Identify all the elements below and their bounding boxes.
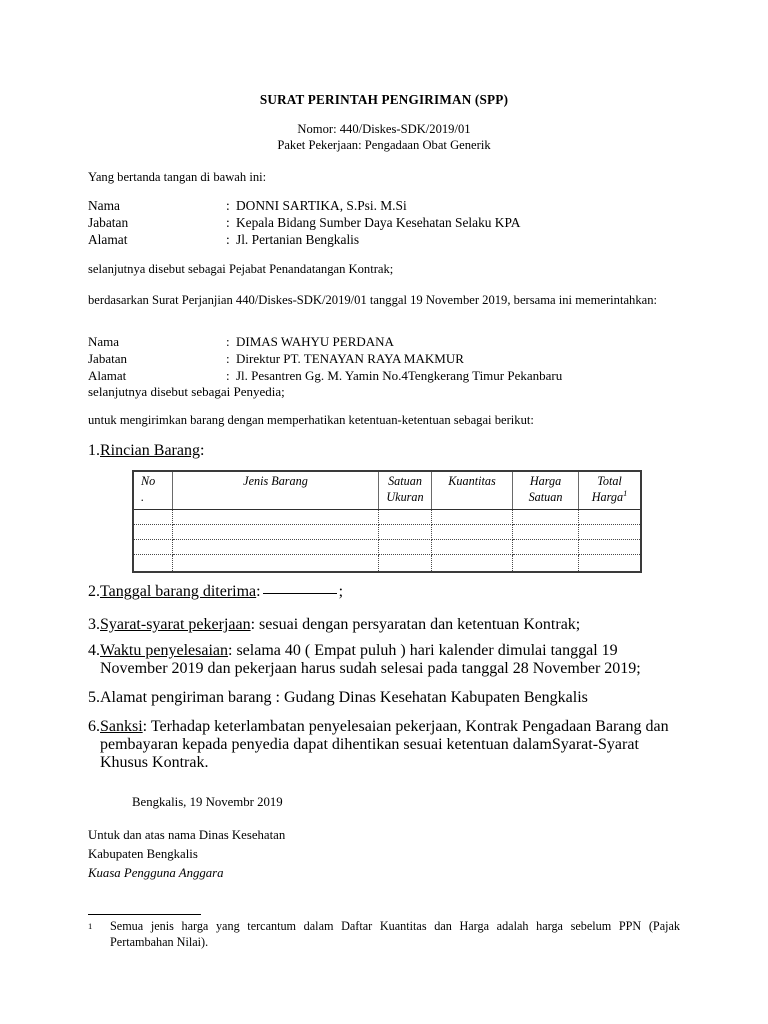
list-item-number: 6. <box>88 718 100 735</box>
table-header-no <box>133 471 173 510</box>
list-item-number: 4. <box>88 642 100 659</box>
list-item-heading: Syarat-syarat pekerjaan <box>100 616 251 633</box>
table-header-harga-label: Harga <box>529 474 562 488</box>
table-header-harga2-text: Harga <box>591 489 624 504</box>
list-item <box>88 616 680 634</box>
table-header-no-label: No <box>141 474 156 488</box>
table-cell[interactable] <box>133 525 173 540</box>
table-cell[interactable] <box>432 525 513 540</box>
list-item-tail: : Terhadap keterlambatan penyelesaian pekerjaan, Kontrak Pengadaan Barang dan pembayaran kepada penyedia dapat dihentikan sesuai ketentuan dalamSyarat-Syarat Khusus Kontrak. <box>100 718 669 771</box>
provider-label-jabatan: Jabatan <box>88 350 127 366</box>
provider-value-alamat: Jl. Pesantren Gg. M. Yamin No.4Tengkerang Timur Pekanbaru <box>236 367 563 383</box>
list-item-body <box>100 616 580 634</box>
table-cell[interactable] <box>173 510 379 525</box>
provider-sep-nama: : <box>226 334 230 349</box>
place-and-date: Bengkalis, 19 Novembr 2019 <box>132 795 283 809</box>
list-item-heading: Waktu penyelesaian <box>100 642 228 659</box>
table-cell[interactable] <box>432 510 513 525</box>
list-item-heading: Tanggal barang diterima <box>100 583 257 600</box>
basis-paragraph: berdasarkan Surat Perjanjian 440/Diskes-SDK/2019/01 tanggal 19 November 2019, bersama ini memerintahkan: <box>88 293 658 307</box>
table-cell[interactable] <box>379 555 432 573</box>
list-item-body <box>100 689 588 707</box>
table-row <box>133 540 641 555</box>
footnote <box>88 918 680 951</box>
document-subtitle-block <box>88 121 680 154</box>
table-cell[interactable] <box>579 540 642 555</box>
list-item-heading: Alamat pengiriman barang <box>100 689 272 706</box>
table-cell[interactable] <box>432 540 513 555</box>
table-row <box>133 525 641 540</box>
table-header-row <box>133 471 641 510</box>
table-header-jenis-barang-label: Jenis Barang <box>243 474 308 488</box>
table-header-satuan-ukuran <box>379 471 432 510</box>
date-blank-field[interactable] <box>263 593 337 594</box>
table-cell[interactable] <box>579 525 642 540</box>
table-header-no-label2: . <box>141 489 145 504</box>
closing-block <box>88 826 285 883</box>
list-item-tail: : selama 40 ( Empat puluh ) hari kalender dimulai tanggal 19 November 2019 dan pekerjaan harus sudah selesai pada tanggal 28 November 2019; <box>100 642 641 677</box>
table-cell[interactable] <box>379 540 432 555</box>
table-header-harga-satuan <box>513 471 579 510</box>
list-item-number: 3. <box>88 616 100 633</box>
provider-role-paragraph: selanjutnya disebut sebagai Penyedia; <box>88 384 285 400</box>
list-item-body <box>100 442 204 460</box>
intro-paragraph: Yang bertanda tangan di bawah ini: <box>88 170 267 184</box>
table-cell[interactable] <box>379 510 432 525</box>
signatory-sep-alamat: : <box>226 232 230 248</box>
provider-sep-jabatan: : <box>226 350 230 366</box>
list-item <box>88 642 680 678</box>
table-cell[interactable] <box>379 525 432 540</box>
signatory-row-jabatan <box>88 214 680 231</box>
list-item-heading: Rincian Barang <box>100 442 200 459</box>
list-item-number: 5. <box>88 689 100 706</box>
list-item-body <box>100 642 680 678</box>
closing-line-3-role: Kuasa Pengguna Anggara <box>88 866 224 880</box>
instruction-paragraph: untuk mengirimkan barang dengan memperhatikan ketentuan-ketentuan sebagai berikut: <box>88 413 534 427</box>
list-item-number: 2. <box>88 583 100 600</box>
footnote-separator-rule <box>88 914 201 915</box>
document-package: Paket Pekerjaan: Pengadaan Obat Generik <box>277 138 491 153</box>
signatory-label-alamat: Alamat <box>88 232 128 248</box>
list-item <box>88 689 680 707</box>
table-cell[interactable] <box>133 540 173 555</box>
table-cell[interactable] <box>173 555 379 573</box>
list-item <box>88 583 680 601</box>
list-item-tail: : <box>199 442 205 459</box>
footnote-mark: 1 <box>88 921 93 931</box>
signatory-label-nama: Nama <box>88 198 120 213</box>
footnote-text: Semua jenis harga yang tercantum dalam Daftar Kuantitas dan Harga adalah harga sebelum PPN (Pajak Pertambahan Nilai). <box>110 919 680 950</box>
list-item-tail: : <box>256 583 261 600</box>
provider-row-nama <box>88 334 680 351</box>
list-item-tail: : Gudang Dinas Kesehatan Kabupaten Bengkalis <box>271 689 588 706</box>
list-item <box>88 442 680 460</box>
table-header-satuan-label: Satuan <box>388 474 422 488</box>
table-header-kuantitas-label: Kuantitas <box>448 474 496 488</box>
signatory-value-nama: DONNI SARTIKA, S.Psi. M.Si <box>236 198 407 213</box>
table-cell[interactable] <box>133 510 173 525</box>
list-item-body <box>100 583 343 601</box>
document-number: Nomor: 440/Diskes-SDK/2019/01 <box>297 122 471 136</box>
provider-sep-alamat: : <box>226 367 230 383</box>
table-cell[interactable] <box>173 540 379 555</box>
table-header-harga2-label <box>579 490 640 506</box>
table-cell[interactable] <box>513 510 579 525</box>
signatory-row-nama <box>88 197 680 214</box>
signatory-sep-jabatan: : <box>226 215 230 231</box>
signatory-row-alamat <box>88 231 680 248</box>
page-title: SURAT PERINTAH PENGIRIMAN (SPP) <box>259 92 509 107</box>
table-header-satuan2-label: Satuan <box>528 489 563 504</box>
closing-line-2: Kabupaten Bengkalis <box>88 847 198 861</box>
signatory-value-jabatan: Kepala Bidang Sumber Daya Kesehatan Selaku KPA <box>236 215 521 231</box>
table-row <box>133 555 641 573</box>
footnote-marker-superscript: 1 <box>623 488 628 498</box>
table-header-total-label: Total <box>597 474 622 488</box>
provider-value-nama: DIMAS WAHYU PERDANA <box>236 334 394 349</box>
list-item-heading: Sanksi <box>100 718 143 735</box>
goods-detail-table <box>132 470 642 573</box>
list-item <box>88 718 680 772</box>
list-item-number: 1. <box>88 442 100 459</box>
provider-label-alamat: Alamat <box>88 367 127 383</box>
list-item-after-blank: ; <box>338 583 344 600</box>
table-header-total-harga <box>579 471 642 510</box>
provider-row-alamat <box>88 368 680 385</box>
table-cell[interactable] <box>513 540 579 555</box>
table-header-jenis-barang <box>173 471 379 510</box>
signatory-sep-nama: : <box>226 198 230 213</box>
table-cell[interactable] <box>513 525 579 540</box>
table-row <box>133 510 641 525</box>
table-header-kuantitas <box>432 471 513 510</box>
table-header-ukuran-label: Ukuran <box>386 489 424 504</box>
signatory-identity-block <box>88 197 680 249</box>
signatory-role-paragraph: selanjutnya disebut sebagai Pejabat Penandatangan Kontrak; <box>88 262 394 276</box>
goods-detail-table-wrapper <box>132 470 630 573</box>
table-cell[interactable] <box>432 555 513 573</box>
provider-row-jabatan <box>88 351 680 368</box>
provider-value-jabatan: Direktur PT. TENAYAN RAYA MAKMUR <box>236 350 464 366</box>
table-cell[interactable] <box>173 525 379 540</box>
provider-identity-block <box>88 334 680 401</box>
list-item-body <box>100 718 680 772</box>
table-cell[interactable] <box>579 555 642 573</box>
table-cell[interactable] <box>579 510 642 525</box>
signatory-label-jabatan: Jabatan <box>88 215 129 231</box>
table-cell[interactable] <box>133 555 173 573</box>
list-item-tail: : sesuai dengan persyaratan dan ketentuan Kontrak; <box>250 616 581 633</box>
signatory-value-alamat: Jl. Pertanian Bengkalis <box>236 232 360 248</box>
table-cell[interactable] <box>513 555 579 573</box>
provider-label-nama: Nama <box>88 334 120 349</box>
closing-line-1: Untuk dan atas nama Dinas Kesehatan <box>88 828 286 842</box>
